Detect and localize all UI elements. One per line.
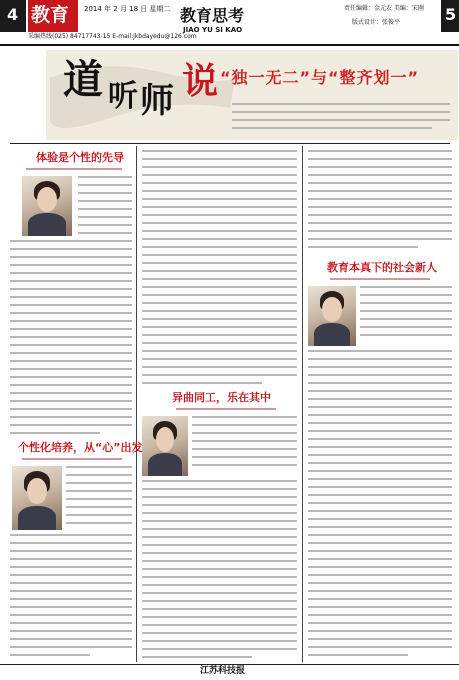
banner-char-1: 道 (63, 57, 103, 103)
article-2-byline (22, 458, 122, 460)
article-3-byline (176, 408, 276, 410)
banner-char-3: 师 (140, 81, 174, 121)
banner-char-2: 听 (108, 79, 138, 114)
section-left-title: 教育 (31, 4, 70, 26)
banner-headline: “独一无二”与“整齐划一” (220, 68, 420, 87)
column-title: 教育思考 (180, 6, 245, 25)
banner-bottom-rule (10, 143, 450, 144)
footer-rule (0, 664, 459, 665)
proof-line: 版式设计：张俊平 (352, 19, 401, 26)
article-3-photo (142, 416, 188, 476)
header-rule (0, 44, 459, 46)
contact-line: 采编热线(025) 84717743-15 E-mail:jkbdayedu@126.com (28, 33, 197, 40)
article-1-photo (22, 176, 72, 236)
editor-line: 责任编辑：金元农 美编：宋刚 (344, 5, 424, 12)
article-4-byline (330, 278, 430, 280)
article-1-byline (26, 168, 122, 170)
footer-paper-name: 江苏科技报 (200, 666, 246, 676)
column-divider-1 (136, 146, 137, 662)
column-pinyin: JIAO YU SI KAO (183, 26, 243, 34)
article-2-photo (12, 466, 62, 530)
article-4-title: 教育本真下的社会新人 (327, 261, 437, 274)
date-line: 2014 年 2 月 18 日 星期二 (84, 5, 171, 13)
page-number-right: 5 (445, 5, 457, 24)
page-number-left-text: 4 (7, 5, 19, 24)
article-4-photo (308, 286, 356, 346)
article-1-title: 体验是个性的先导 (36, 151, 124, 164)
banner-char-4: 说 (182, 61, 219, 102)
article-3-title: 异曲同工，乐在其中 (172, 391, 271, 404)
column-divider-2 (302, 146, 303, 662)
article-2-title: 个性化培养，从“心”出发 (18, 441, 143, 454)
